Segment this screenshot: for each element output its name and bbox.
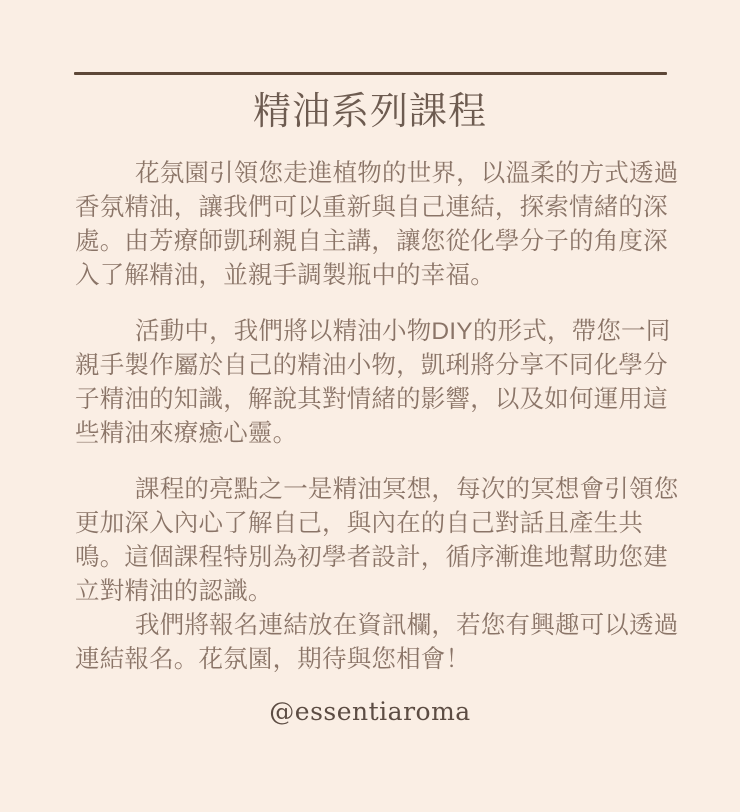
page-title: 精油系列課程	[252, 91, 487, 133]
text-line: 香氛精油，讓我們可以重新與自己連結，探索情緒的深	[75, 194, 668, 221]
instagram-handle: @essentiaroma	[269, 697, 471, 726]
text-line: 入了解精油，並親手調製瓶中的幸福。	[75, 262, 495, 289]
text-line: 連結報名。花氛園，期待與您相會！	[75, 646, 471, 673]
text-line: 處。由芳療師凱琍親自主講，讓您從化學分子的角度深	[75, 228, 668, 255]
text-line: 些精油來療癒心靈。	[75, 420, 298, 447]
text-line: 活動中，我們將以精油小物DIY的形式，帶您一同	[135, 318, 671, 345]
paragraph-highlight	[75, 473, 679, 609]
course-poster	[0, 72, 740, 812]
text-line: 子精油的知識，解說其對情緒的影響，以及如何運用這	[75, 386, 668, 413]
top-divider-line	[74, 72, 667, 75]
body-text	[75, 157, 679, 677]
text-line: 立對精油的認識。	[75, 578, 273, 605]
paragraph-signup	[75, 609, 679, 677]
text-line: 鳴。這個課程特別為初學者設計，循序漸進地幫助您建	[75, 544, 668, 571]
text-line: 課程的亮點之一是精油冥想，每次的冥想會引領您	[135, 476, 679, 503]
text-line: 我們將報名連結放在資訊欄，若您有興趣可以透過	[135, 612, 679, 639]
paragraph-intro	[75, 157, 679, 293]
paragraph-activity	[75, 315, 670, 451]
text-line: 更加深入內心了解自己，與內在的自己對話且產生共	[75, 510, 644, 537]
text-line: 花氛園引領您走進植物的世界，以溫柔的方式透過	[135, 160, 679, 187]
text-line: 親手製作屬於自己的精油小物，凱琍將分享不同化學分	[75, 352, 668, 379]
